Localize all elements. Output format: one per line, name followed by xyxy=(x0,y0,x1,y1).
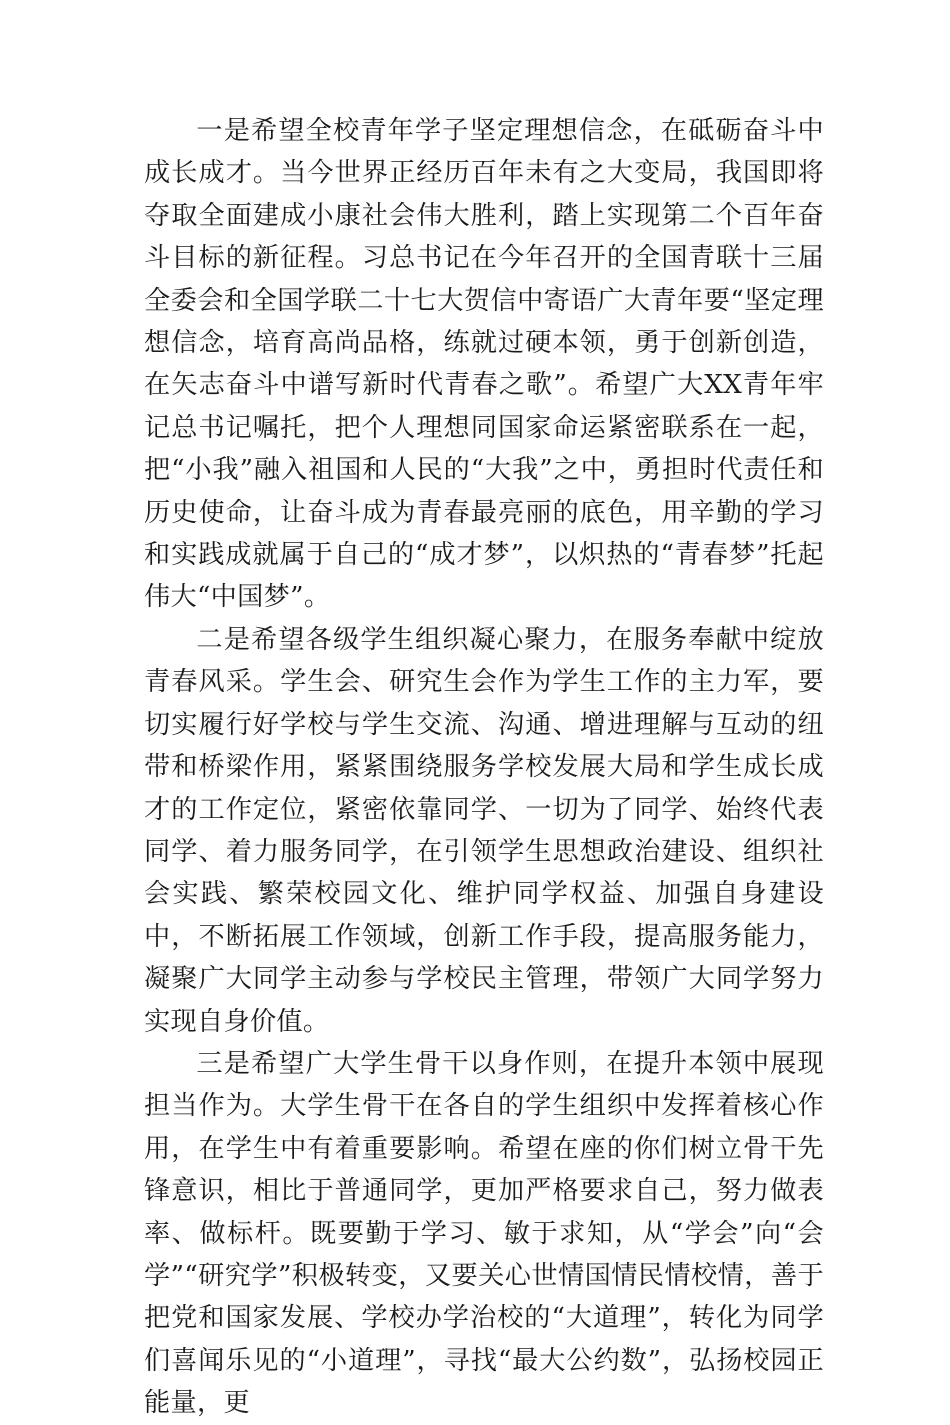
paragraph-2: 二是希望各级学生组织凝心聚力，在服务奉献中绽放青春风采。学生会、研究生会作为学生工作的主力军，要切实履行好学校与学生交流、沟通、增进理解与互动的纽带和桥梁作用，紧紧围绕服务学校发展大局和学生成长成才的工作定位，紧密依靠同学、一切为了同学、始终代表同学、着力服务同学，在引领学生思想政治建设、组织社会实践、繁荣校园文化、维护同学权益、加强自身建设中，不断拓展工作领域，创新工作手段，提高服务能力，凝聚广大同学主动参与学校民主管理，带领广大同学努力实现自身价值。 xyxy=(144,624,824,1037)
document-body xyxy=(144,110,824,1425)
paragraph-1: 一是希望全校青年学子坚定理想信念，在砥砺奋斗中成长成才。当今世界正经历百年未有之大变局，我国即将夺取全面建成小康社会伟大胜利，踏上实现第二个百年奋斗目标的新征程。习总书记在今年召开的全国青联十三届全委会和全国学联二十七大贺信中寄语广大青年要“坚定理想信念，培育高尚品格，练就过硬本领，勇于创新创造，在矢志奋斗中谱写新时代青春之歌”。希望广大XX青年牢记总书记嘱托，把个人理想同国家命运紧密联系在一起，把“小我”融入祖国和人民的“大我”之中，勇担时代责任和历史使命，让奋斗成为青春最亮丽的底色，用辛勤的学习和实践成就属于自己的“成才梦”，以炽热的“青春梦”托起伟大“中国梦”。 xyxy=(144,116,824,613)
paragraph-3: 三是希望广大学生骨干以身作则，在提升本领中展现担当作为。大学生骨干在各自的学生组织中发挥着核心作用，在学生中有着重要影响。希望在座的你们树立骨干先锋意识，相比于普通同学，更加严格要求自己，努力做表率、做标杆。既要勤于学习、敏于求知，从“学会”向“会学”“研究学”积极转变，又要关心世情国情民情校情，善于把党和国家发展、学校办学治校的“大道理”，转化为同学们喜闻乐见的“小道理”，寻找“最大公约数”，弘扬校园正能量，更 xyxy=(144,1048,824,1419)
